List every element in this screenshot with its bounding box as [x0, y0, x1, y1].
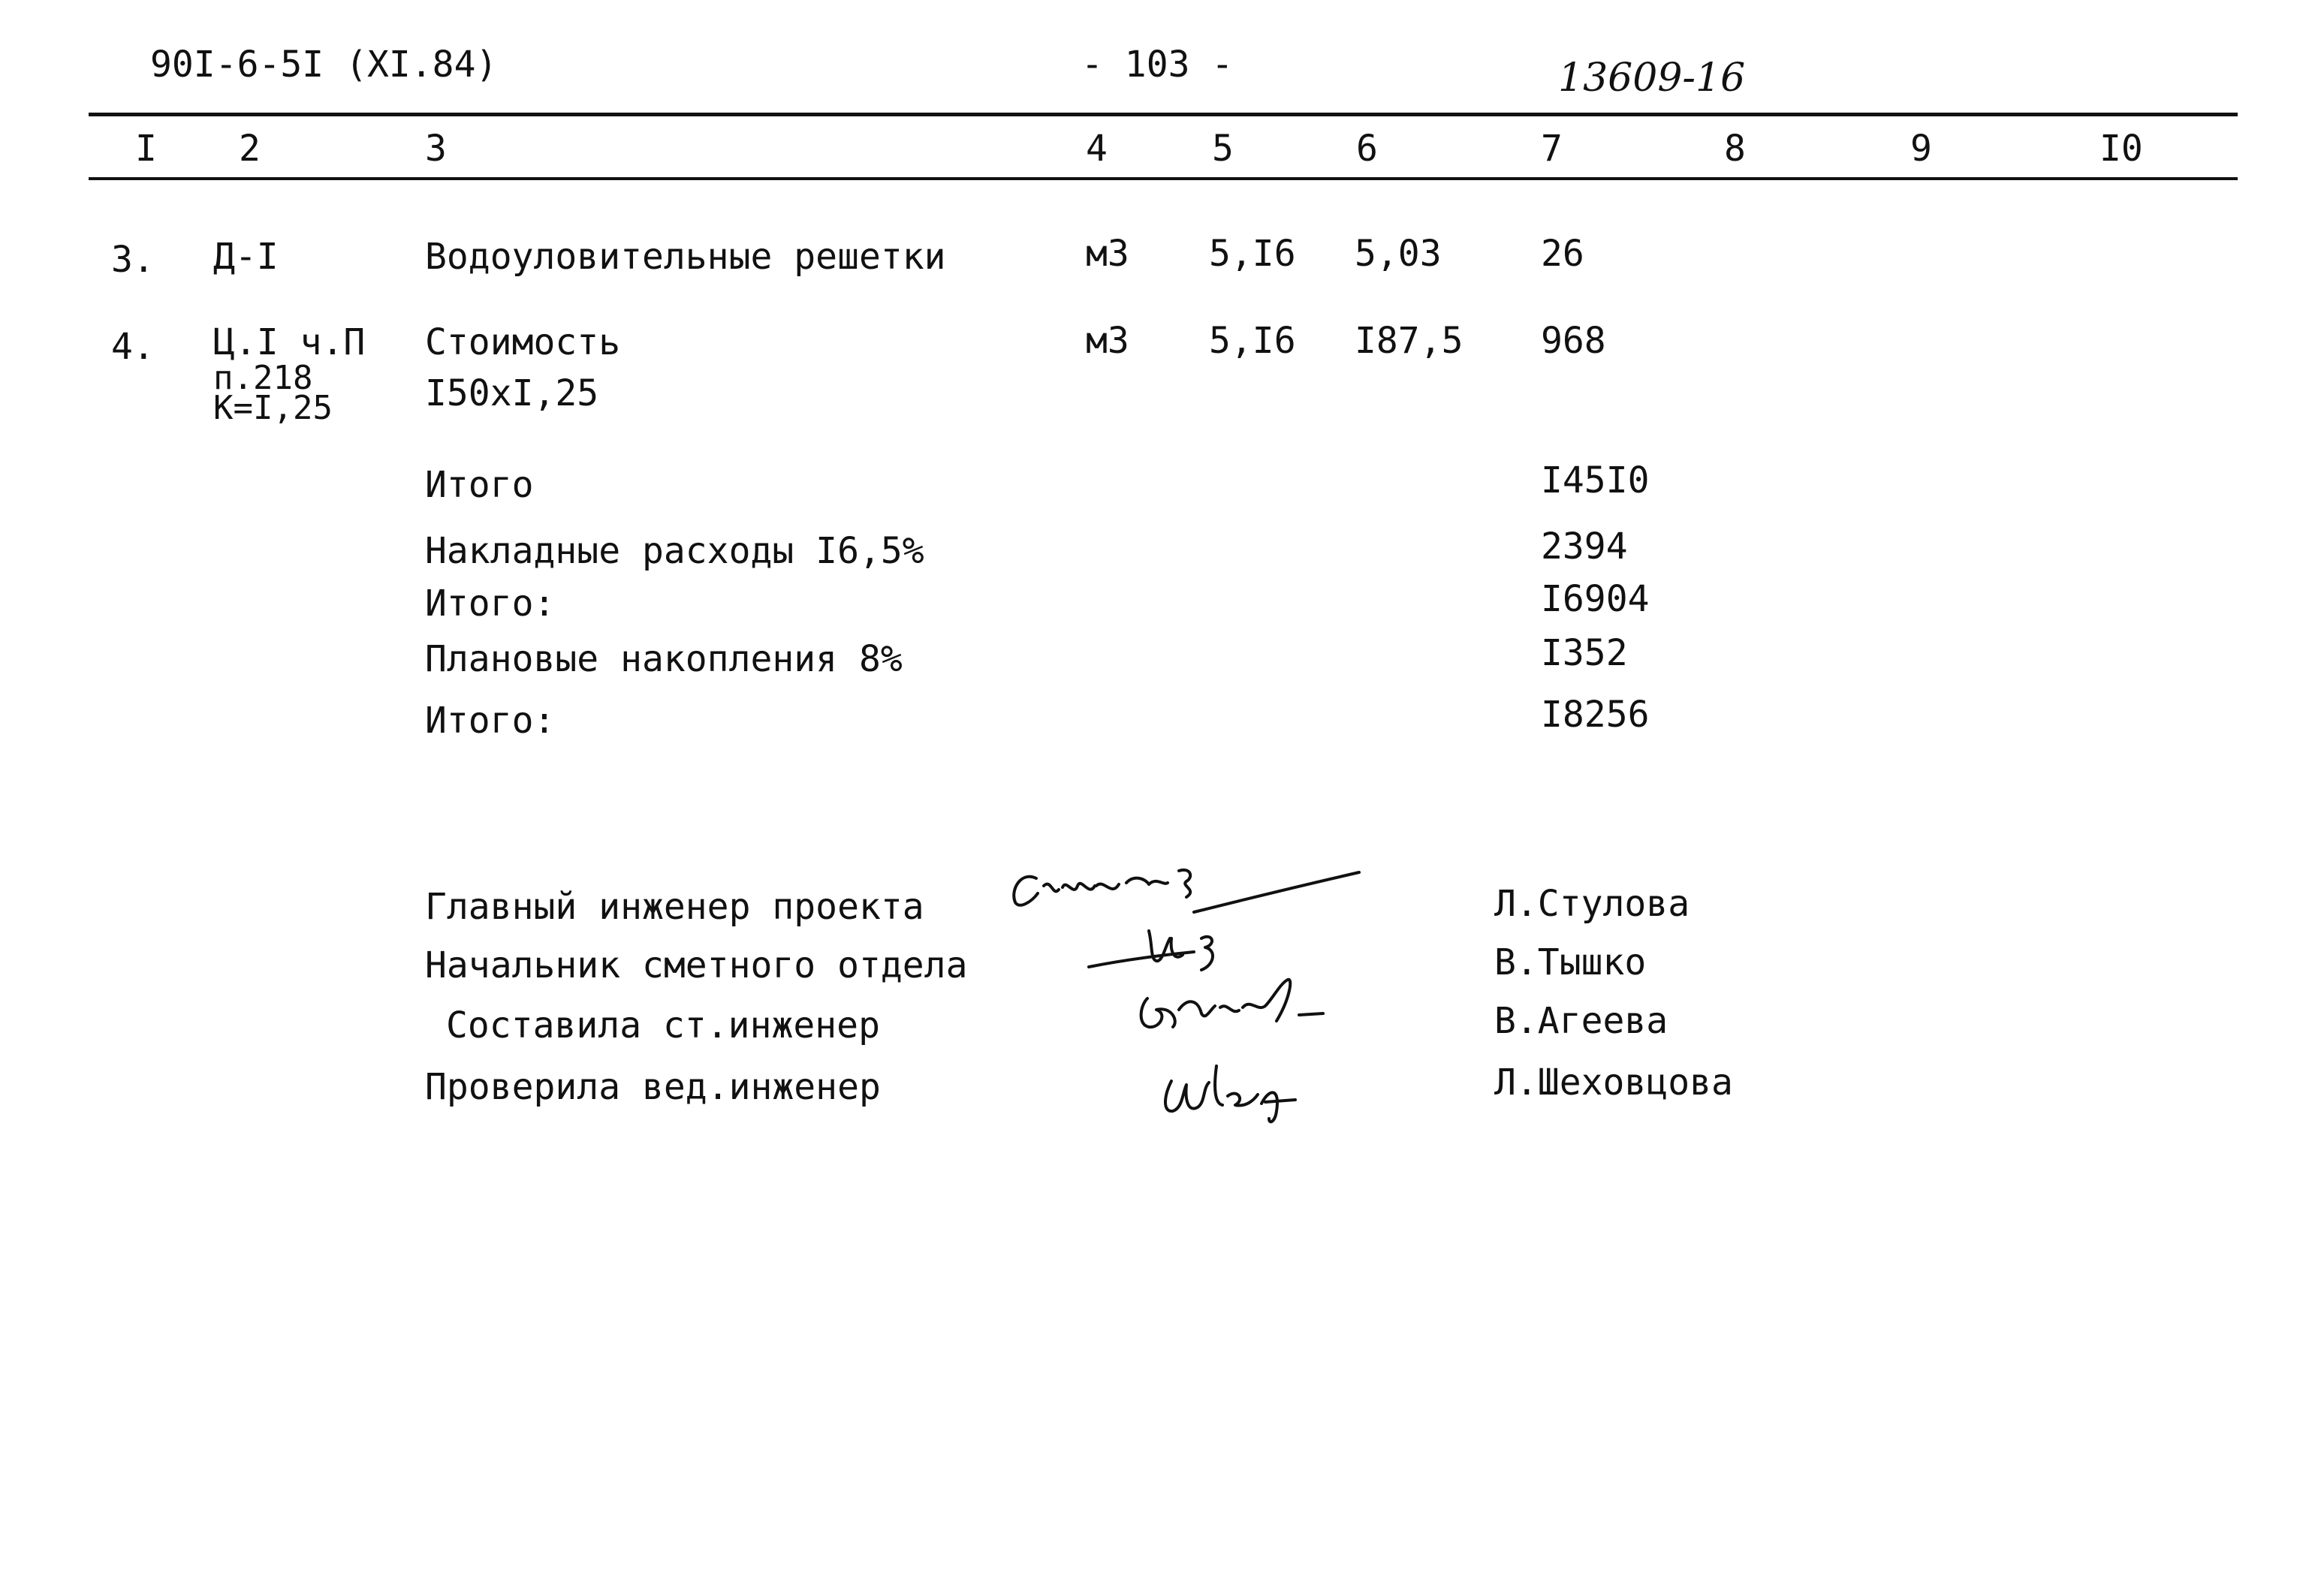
row-unit: м3	[1086, 320, 1129, 362]
row-name: I50хI,25	[425, 372, 599, 414]
row-number: 3.	[111, 239, 155, 281]
row-unit: м3	[1086, 233, 1129, 275]
header-bottom-rule	[89, 177, 2238, 180]
column-header: I0	[2100, 128, 2143, 170]
signer-role: Составила ст.инженер	[446, 1004, 880, 1046]
summary-label: Плановые накопления 8%	[425, 638, 903, 680]
column-header: 7	[1541, 128, 1563, 170]
summary-label: Итого:	[425, 583, 556, 625]
summary-value: 2394	[1541, 525, 1628, 568]
column-header: 2	[239, 128, 261, 170]
summary-value: I8256	[1541, 694, 1650, 736]
handwritten-signature	[1081, 908, 1277, 976]
row-number: 4.	[111, 326, 155, 368]
column-header: 5	[1212, 128, 1234, 170]
row-name: Стоимость	[425, 321, 621, 363]
column-header: 8	[1724, 128, 1746, 170]
row-code: Ц.I ч.П	[213, 321, 366, 363]
summary-value: I6904	[1541, 578, 1650, 620]
row-quantity: 5,I6	[1209, 320, 1296, 362]
column-header: 4	[1086, 128, 1108, 170]
summary-value: I352	[1541, 632, 1628, 674]
row-code: Д-I	[213, 236, 279, 278]
column-header: 6	[1356, 128, 1378, 170]
summary-value: I45I0	[1541, 459, 1650, 501]
summary-label: Итого	[425, 464, 534, 506]
row-total: 968	[1541, 320, 1606, 362]
row-code: п.218	[213, 359, 313, 397]
column-header: 3	[425, 128, 447, 170]
row-price: 5,03	[1355, 233, 1442, 275]
row-name: Водоуловительные решетки	[425, 236, 946, 278]
header-top-rule	[89, 113, 2238, 116]
page-number: - 103 -	[1081, 44, 1234, 86]
handwritten-signature	[1156, 1058, 1322, 1126]
summary-label: Накладные расходы I6,5%	[425, 530, 924, 572]
column-header: I	[135, 128, 157, 170]
signer-name: В.Тышко	[1494, 941, 1647, 983]
archive-number: 13609-16	[1558, 56, 1746, 101]
signer-name: Л.Шеховцова	[1494, 1061, 1733, 1104]
handwritten-signature	[1126, 968, 1337, 1043]
column-header: 9	[1910, 128, 1932, 170]
row-quantity: 5,I6	[1209, 233, 1296, 275]
signer-role: Начальник сметного отдела	[425, 944, 968, 986]
document-code: 90I-6-5I (XI.84)	[150, 44, 498, 86]
row-total: 26	[1541, 233, 1584, 275]
summary-label: Итого:	[425, 700, 556, 742]
row-price: I87,5	[1355, 320, 1463, 362]
signer-role: Главный инженер проекта	[425, 886, 924, 928]
signer-name: Л.Стулова	[1494, 883, 1690, 925]
row-code: К=I,25	[213, 389, 333, 427]
signer-name: В.Агеева	[1494, 1000, 1668, 1042]
signer-role: Проверила вед.инженер	[425, 1066, 881, 1108]
